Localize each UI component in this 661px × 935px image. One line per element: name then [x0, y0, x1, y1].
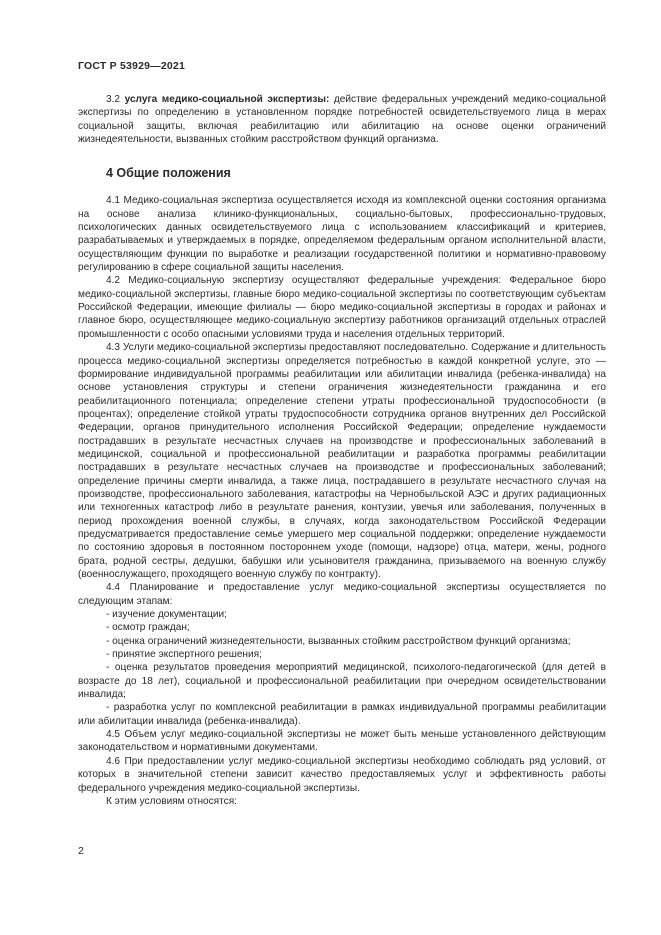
- list-item: - осмотр граждан;: [106, 622, 190, 634]
- definition-number: 3.2: [106, 94, 121, 105]
- definition-term: услуга медико-социальной экспертизы:: [124, 94, 330, 105]
- definition-3-2: [78, 93, 606, 146]
- list-item: - разработка услуг по комплексной реабилитации в рамках индивидуальной программы реабилитации или абилитации инвалида (ребенка-инвалида).: [78, 702, 606, 727]
- conditions-intro: К этим условиям относятся:: [106, 795, 237, 807]
- page-number: 2: [78, 845, 84, 857]
- paragraph-4-2: 4.2 Медико-социальную экспертизу осуществляют федеральные учреждения: Федеральное бюро медико-социальной экспертизы, главные бюро медико-социальной экспертизы по соответствующим субъектам Российской Федерации, имеющие филиалы — бюро медико-социальной экспертизы в городах и районах и главное бюро, осуществляющее медико-социальную экспертизу работников организаций отдельных отраслей промышленности с особо опасными условиями труда и населения отдельных территорий.: [78, 275, 606, 340]
- list-item: - принятие экспертного решения;: [106, 649, 262, 661]
- paragraph-4-6: 4.6 При предоставлении услуг медико-социальной экспертизы необходимо соблюдать ряд условий, от которых в значительной степени зависит качество предоставляемых услуг и эффективность работы федерального учреждения медико-социальной экспертизы.: [78, 755, 606, 794]
- definition-text: действие федеральных учреждений медико-социальной экспертизы по определению в установленном порядке потребностей освидетельствуемого лица в мерах социальной защиты, включая реабилитацию или абилитацию на основе оценки ограничений жизнедеятельности, вызванных стойким расстройством функций организма.: [78, 94, 606, 146]
- standard-header: ГОСТ Р 53929—2021: [78, 60, 186, 72]
- paragraph-4-4: 4.4 Планирование и предоставление услуг медико-социальной экспертизы осуществляется по следующим этапам:: [78, 582, 606, 607]
- section-title: 4 Общие положения: [106, 166, 231, 181]
- paragraph-4-3: 4.3 Услуги медико-социальной экспертизы предоставляют последовательно. Содержание и длительность процесса медико-социальной экспертизы определяется потребностью в каждой конкретной услуге, это — формирование индивидуальной программы реабилитации или абилитации инвалида (ребенка-инвалида) на основе установления структуры и степени ограничения жизнедеятельности гражданина и его реабилитационного потенциала; определение степени утраты профессиональной трудоспособности (в процентах); определение стойкой утраты трудоспособности сотрудника органов внутренних дел Российской Федерации, органов принудительного исполнения Российской Федерации; определение нуждаемости пострадавших в результате несчастных случаев на производстве и профессиональных заболеваний в медицинской, социальной и профессиональной реабилитации и разработка программы реабилитации пострадавших в результате несчастных случаев на производстве и профессиональных заболеваний; определение причины смерти инвалида, а также лица, пострадавшего в результате несчастного случая на производстве, профессионального заболевания, катастрофы на Чернобыльской АЭС и других радиационных или техногенных катастроф либо в результате ранения, контузии, увечья или заболевания, полученных в период прохождения военной службы, в случаях, когда законодательством Российской Федерации предусматривается предоставление семье умершего мер социальной поддержки; определение нуждаемости по состоянию здоровья в постоянном постороннем уходе (помощи, надзоре) отца, матери, жены, родного брата, родной сестры, дедушки, бабушки или усыновителя гражданина, призываемого на военную службу (военнослужащего, проходящего военную службу по контракту).: [78, 342, 606, 580]
- paragraph-4-1: 4.1 Медико-социальная экспертиза осуществляется исходя из комплексной оценки состояния организма на основе анализа клинико-функциональных, социально-бытовых, профессионально-трудовых, психологических данных освидетельствуемого лица с использованием классификаций и критериев, разрабатываемых и утверждаемых в порядке, определяемом федеральным органом исполнительной власти, осуществляющим функции по выработке и реализации государственной политики и нормативно-правовому регулированию в сфере социальной защиты населения.: [78, 195, 606, 274]
- list-item: - изучение документации;: [106, 609, 227, 621]
- paragraph-4-5: 4.5 Объем услуг медико-социальной экспертизы не может быть меньше установленного действующим законодательством и нормативными документами.: [78, 729, 606, 754]
- list-item: - оценка ограничений жизнедеятельности, вызванных стойким расстройством функций организма;: [106, 635, 571, 647]
- list-item: - оценка результатов проведения мероприятий медицинской, психолого-педагогической (для детей в возрасте до 18 лет), социальной и профессиональной реабилитации при очередном освидетельствовании инвалида;: [78, 662, 606, 701]
- document-body: [78, 93, 606, 808]
